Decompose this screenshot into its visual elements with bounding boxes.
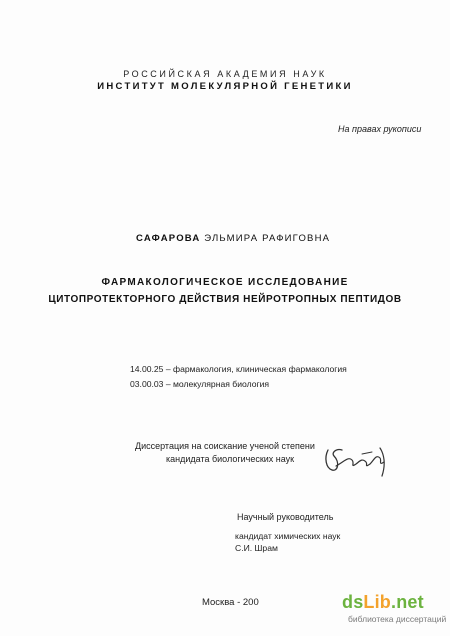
- dissertation-line-1: Диссертация на соискание ученой степени: [135, 441, 315, 451]
- institute-name: ИНСТИТУТ МОЛЕКУЛЯРНОЙ ГЕНЕТИКИ: [97, 81, 353, 92]
- logo-part-lib: Lib: [363, 592, 391, 612]
- dslib-logo: [342, 592, 424, 613]
- dissertation-line-2: кандидата биологических наук: [166, 454, 295, 464]
- author-first-names: ЭЛЬМИРА РАФИГОВНА: [204, 233, 331, 244]
- supervisor-name: С.И. Шрам: [235, 543, 278, 553]
- specialty-2: 03.00.03 – молекулярная биология: [130, 379, 270, 389]
- thesis-title-line-1: ФАРМАКОЛОГИЧЕСКОЕ ИССЛЕДОВАНИЕ: [101, 277, 349, 288]
- city-year: Москва - 200: [202, 597, 259, 608]
- supervisor-degree: кандидат химических наук: [235, 531, 341, 541]
- logo-part-net: .net: [391, 592, 424, 612]
- supervisor-label: Научный руководитель: [237, 512, 334, 522]
- thesis-title-line-2: ЦИТОПРОТЕКТОРНОГО ДЕЙСТВИЯ НЕЙРОТРОПНЫХ ПЕПТИДОВ: [48, 294, 402, 305]
- handwritten-signature: [322, 444, 392, 478]
- dslib-watermark[interactable]: [342, 592, 448, 628]
- author-last-name: САФАРОВА: [136, 233, 201, 244]
- author-name: [136, 233, 330, 244]
- watermark-subtitle: библиотека диссертаций: [348, 614, 447, 624]
- specialty-1: 14.00.25 – фармакология, клиническая фармакология: [130, 364, 347, 374]
- academy-name: РОССИЙСКАЯ АКАДЕМИЯ НАУК: [123, 69, 327, 79]
- rights-note: На правах рукописи: [338, 124, 422, 134]
- logo-part-ds: ds: [342, 592, 364, 612]
